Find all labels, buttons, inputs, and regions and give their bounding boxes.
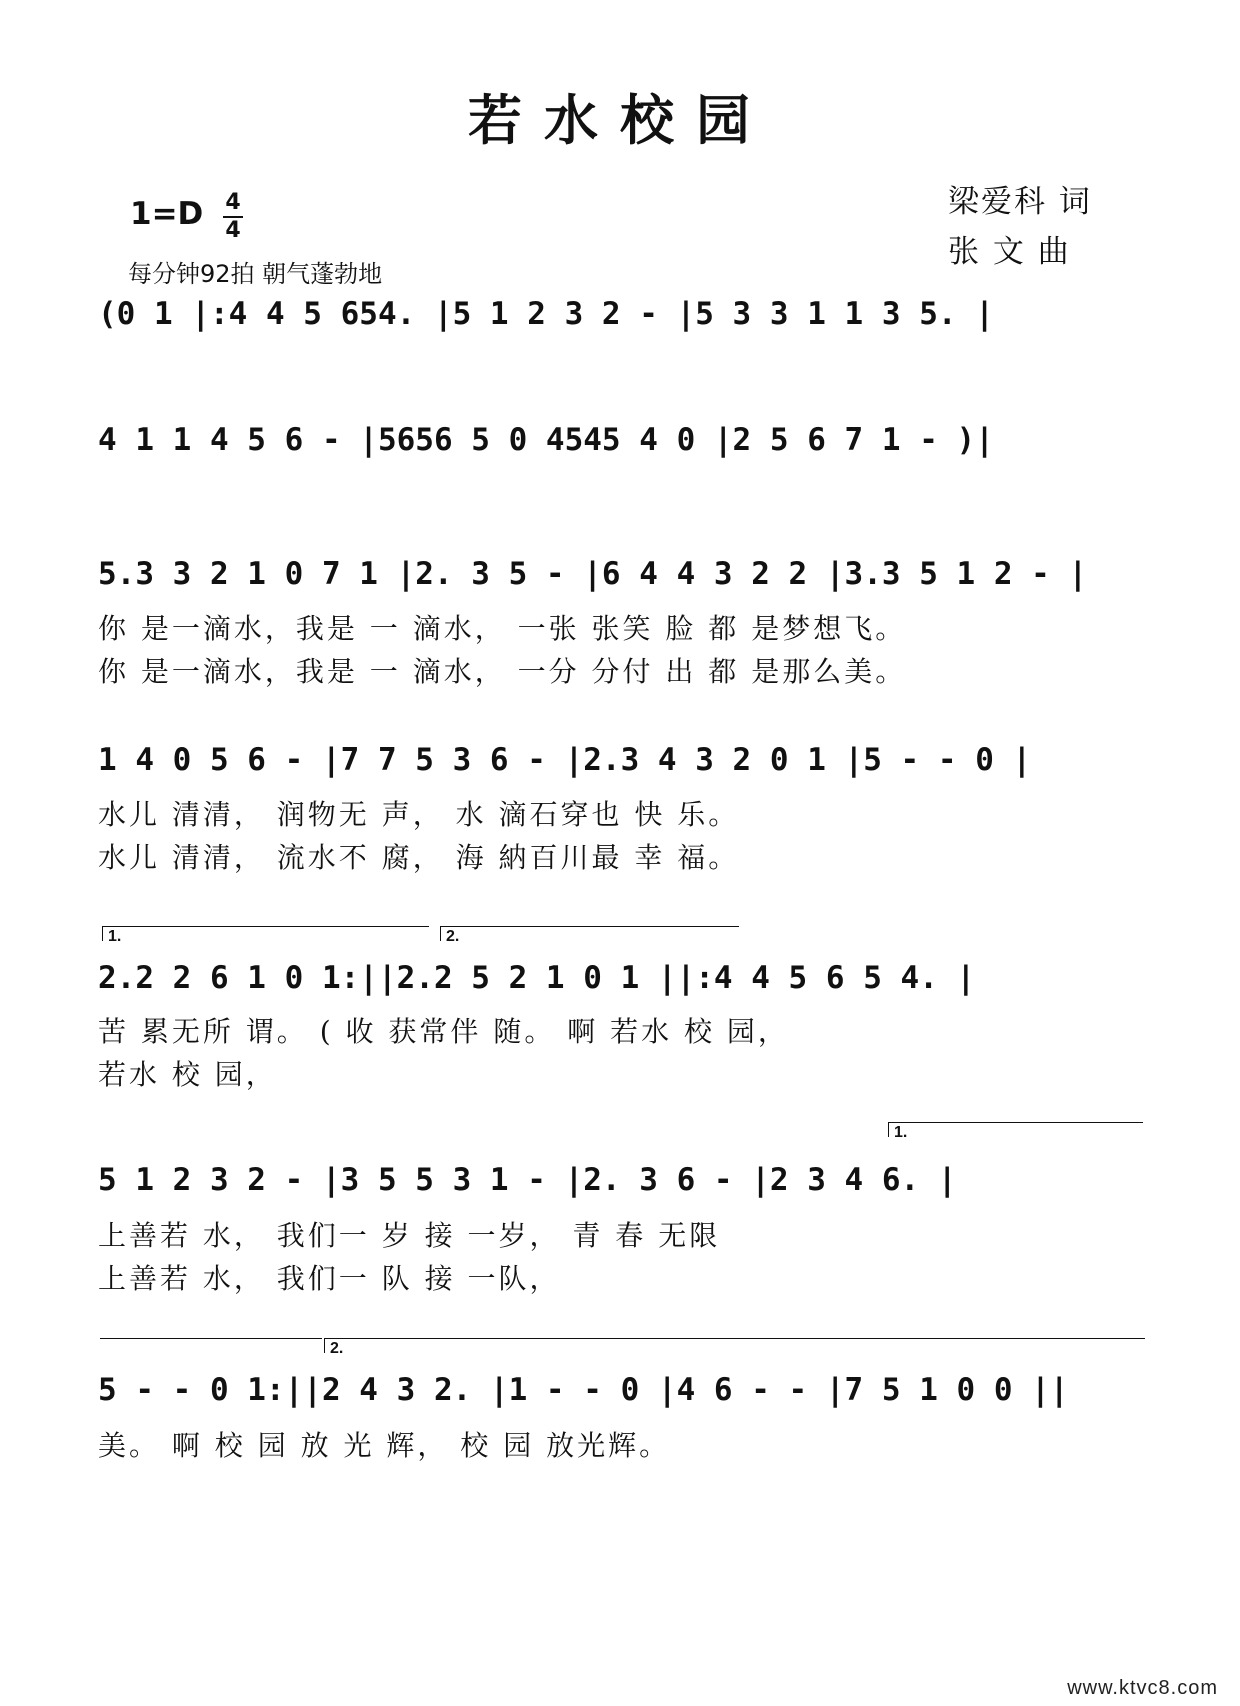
volta-2-label: 2. (446, 928, 460, 945)
lyric-line-3b: 你 是一滴水，我是 一 滴水， 一分 分付 出 都 是那么美。 (98, 655, 907, 688)
composer-credit: 张 文 曲 (948, 234, 1071, 270)
key-signature: 1=D (130, 196, 204, 232)
lyric-line-3a: 你 是一滴水，我是 一 滴水， 一张 张笑 脸 都 是梦想飞。 (98, 612, 907, 645)
volta-bracket-2b (324, 1338, 1145, 1353)
volta-1-continuation (100, 1338, 322, 1353)
notation-line-4: 1 4 0 5 6 - |7 7 5 3 6 - |2.3 4 3 2 0 1 |5 - - 0 | (98, 742, 1032, 778)
song-title: 若水校园 (468, 88, 772, 152)
time-signature-bottom: 4 (225, 218, 241, 243)
volta-2b-label: 2. (330, 1340, 344, 1357)
volta-bracket-1b (888, 1122, 1143, 1137)
volta-1-label: 1. (108, 928, 122, 945)
notation-line-7: 5 - - 0 1:||2 4 3 2. |1 - - 0 |4 6 - - |7 5 1 0 0 || (98, 1372, 1069, 1408)
lyric-line-5a: 苦 累无所 谓。 ( 收 获常伴 随。 啊 若水 校 园， (98, 1015, 789, 1048)
notation-line-2: 4 1 1 4 5 6 - |5656 5 0 4545 4 0 |2 5 6 7 1 - )| (98, 422, 994, 458)
time-signature-top: 4 (225, 190, 241, 215)
notation-line-1: (0 1 |:4 4 5 654. |5 1 2 3 2 - |5 3 3 1 1 3 5. | (98, 296, 994, 332)
lyricist-credit: 梁爱科 词 (948, 184, 1092, 220)
notation-line-5: 2.2 2 6 1 0 1:||2.2 5 2 1 0 1 ||:4 4 5 6 5 4. | (98, 960, 976, 996)
notation-line-3: 5.3 3 2 1 0 7 1 |2. 3 5 - |6 4 4 3 2 2 |3.3 5 1 2 - | (98, 556, 1088, 592)
lyric-line-4b: 水儿 清清， 流水不 腐， 海 納百川最 幸 福。 (98, 841, 740, 874)
time-signature (222, 190, 244, 244)
lyric-line-5b: 若水 校 园， (98, 1058, 277, 1091)
lyric-line-6b: 上善若 水， 我们一 队 接 一队， (98, 1262, 561, 1295)
notation-line-6: 5 1 2 3 2 - |3 5 5 3 1 - |2. 3 6 - |2 3 4 6. | (98, 1162, 957, 1198)
lyric-line-7: 美。 啊 校 园 放 光 辉， 校 园 放光辉。 (98, 1429, 671, 1462)
site-watermark: www.ktvc8.com (1067, 1677, 1218, 1699)
volta-1b-label: 1. (894, 1124, 908, 1141)
lyric-line-4a: 水儿 清清， 润物无 声， 水 滴石穿也 快 乐。 (98, 798, 740, 831)
lyric-line-6a: 上善若 水， 我们一 岁 接 一岁， 青 春 无限 (98, 1219, 721, 1252)
volta-bracket-1 (102, 926, 429, 941)
tempo-marking: 每分钟92拍 朝气蓬勃地 (128, 260, 383, 288)
volta-bracket-2 (440, 926, 739, 941)
